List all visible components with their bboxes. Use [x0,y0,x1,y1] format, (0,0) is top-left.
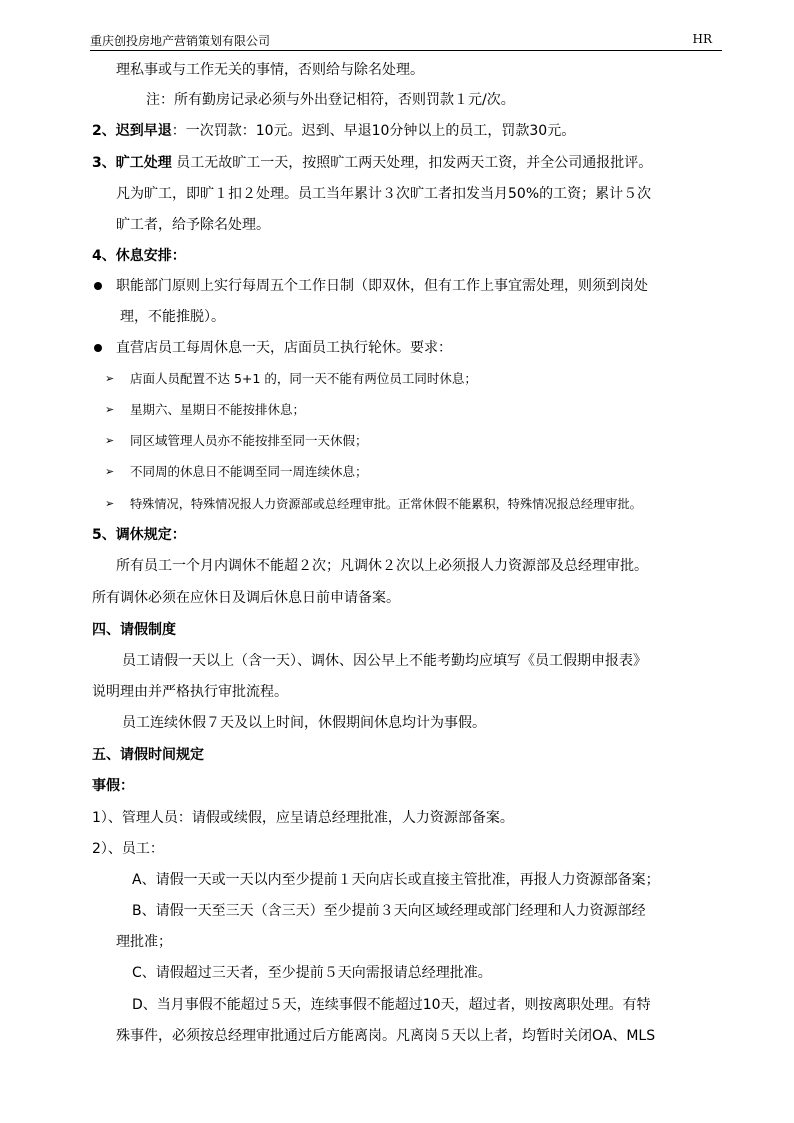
text-line: 员工连续休假７天及以上时间，休假期间休息均计为事假。 [122,715,486,731]
section-heading-adjust: 5、调休规定： [92,527,186,543]
chapter-heading-leave-time: 五、请假时间规定 [92,747,204,763]
text-line: D、当月事假不能超过５天，连续事假不能超过10天，超过者，则按离职处理。有特 [132,997,651,1013]
sub-list-item: 同区域管理人员亦不能按排至同一天休假； [130,433,368,448]
sub-list-item: 店面人员配置不达 5+1 的，同一天不能有两位员工同时休息； [130,371,477,386]
arrow-right-icon: ➢ [105,434,115,447]
section-heading: 2、迟到早退 [92,123,172,139]
text-line: 所有员工一个月内调休不能超２次；凡调休２次以上必须报人力资源部及总经理审批。 [116,558,648,574]
text-line: 员工请假一天以上（含一天）、调休、因公早上不能考勤均应填写《员工假期申报表》 [122,653,647,669]
bullet-dot-icon [94,282,102,290]
section-text: 员工无故旷工一天，按照旷工两天处理，扣发两天工资，并全公司通报批评。 [171,155,653,171]
text-line: 1）、管理人员：请假或续假，应呈请总经理批准，人力资源部备案。 [92,810,514,826]
sub-list-item: 不同周的休息日不能调至同一周连续休息； [130,464,368,479]
section-heading: 3、旷工处理 [92,155,172,171]
text-line: 理私事或与工作无关的事情，否则给与除名处理。 [116,62,424,78]
bullet-dot-icon [94,344,102,352]
text-line: A、请假一天或一天以内至少提前１天向店长或直接主管批准，再报人力资源部备案； [132,872,660,888]
subheading-personal-leave: 事假： [92,778,134,794]
text-line: B、请假一天至三天（含三天）至少提前３天向区域经理或部门经理和人力资源部经 [132,903,646,919]
text-line: 说明理由并严格执行审批流程。 [92,684,288,700]
section-heading-rest: 4、休息安排： [92,248,186,264]
arrow-right-icon: ➢ [105,465,115,478]
text-line: 旷工者，给予除名处理。 [116,217,270,233]
text-line: 凡为旷工，即旷１扣２处理。员工当年累计３次旷工者扣发当月50%的工资；累计５次 [116,186,652,202]
chapter-heading-leave: 四、请假制度 [92,622,176,638]
header-company: 重庆创投房地产营销策划有限公司 [90,34,271,48]
section-absence [92,153,652,173]
arrow-right-icon: ➢ [105,403,115,416]
section-late-early [92,121,575,141]
section-text: ：一次罚款：10元。迟到、早退10分钟以上的员工，罚款30元。 [171,123,576,139]
note-line: 注：所有勤房记录必须与外出登记相符，否则罚款１元/次。 [146,92,515,108]
header-department: HR [692,32,712,46]
page-header [90,32,722,51]
list-item: 职能部门原则上实行每周五个工作日制（即双休，但有工作上事宜需处理，则须到岗处 [116,278,648,294]
text-line: 殊事件，必须按总经理审批通过后方能离岗。凡离岗５天以上者，均暂时关闭OA、MLS [116,1028,656,1044]
text-line: 2）、员工： [92,841,164,857]
arrow-right-icon: ➢ [105,497,115,510]
text-line: C、请假超过三天者，至少提前５天向需报请总经理批准。 [132,965,492,981]
text-line: 理，不能推脱）。 [120,309,225,325]
text-line: 所有调休必须在应休日及调后休息日前申请备案。 [92,590,400,606]
sub-list-item: 特殊情况，特殊情况报人力资源部或总经理审批。正常休假不能累积，特殊情况报总经理审批。 [130,497,642,511]
text-line: 理批准； [116,934,172,950]
list-item: 直营店员工每周休息一天，店面员工执行轮休。要求： [116,340,452,356]
arrow-right-icon: ➢ [105,372,115,385]
sub-list-item: 星期六、星期日不能按排休息； [130,402,306,417]
